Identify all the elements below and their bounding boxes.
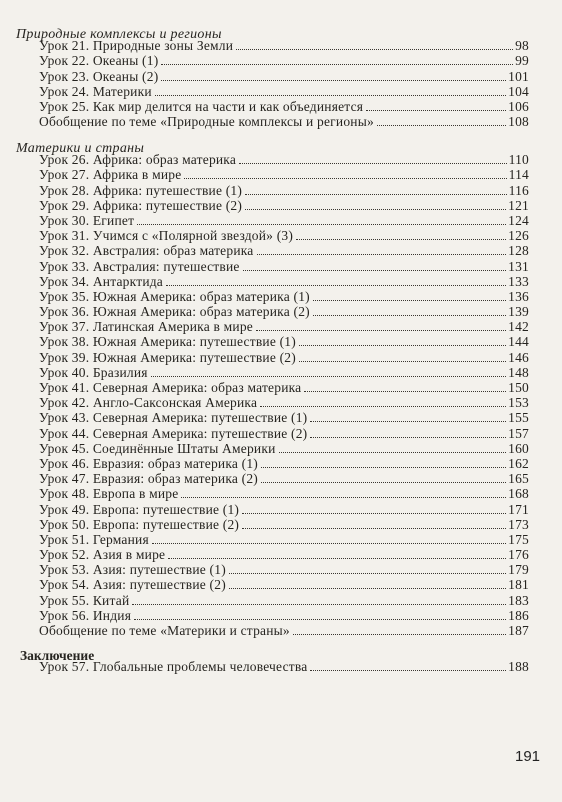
dot-leader [256, 330, 506, 331]
dot-leader [310, 670, 506, 671]
toc-entry [39, 471, 529, 486]
toc-entry-label: Урок 24. Материки [39, 83, 152, 99]
dot-leader [236, 49, 513, 50]
toc-entry [39, 623, 529, 638]
toc-entry-label: Урок 46. Евразия: образ материка (1) [39, 455, 259, 471]
toc-entry [39, 334, 529, 349]
toc-entry [39, 608, 529, 623]
toc-entry [39, 410, 529, 425]
toc-entry-label: Урок 31. Учимся с «Полярной звездой» (3) [39, 228, 294, 244]
dot-leader [366, 110, 506, 111]
toc-entry-label: Урок 37. Латинская Америка в мире [39, 319, 253, 335]
toc-entry-page: 165 [508, 471, 529, 487]
toc-entry-page: 133 [508, 273, 529, 289]
toc-entry-label: Обобщение по теме «Материки и страны» [39, 623, 290, 638]
toc-entry-page: 128 [508, 243, 529, 259]
toc-entry-label: Урок 29. Африка: путешествие (2) [39, 197, 243, 213]
toc-entry [39, 517, 529, 532]
dot-leader [166, 285, 506, 286]
toc-entry-label: Урок 27. Африка в мире [39, 167, 182, 183]
dot-leader [137, 224, 506, 225]
toc-entry-page: 179 [508, 562, 529, 578]
dot-leader [161, 64, 513, 65]
toc-entry [39, 258, 529, 273]
dot-leader [155, 95, 506, 96]
toc-entry [39, 425, 529, 440]
toc-entry-page: 104 [508, 83, 529, 99]
toc-entry-label: Урок 49. Европа: путешествие (1) [39, 501, 240, 517]
toc-entry-page: 110 [508, 152, 529, 168]
dot-leader [229, 573, 506, 574]
toc-entry-label: Урок 55. Китай [39, 592, 130, 608]
toc-entry-label: Урок 54. Азия: путешествие (2) [39, 577, 226, 593]
dot-leader [310, 421, 506, 422]
toc-entry-page: 183 [508, 592, 529, 608]
toc-entry-page: 121 [508, 197, 529, 213]
toc-entry-label: Урок 40. Бразилия [39, 364, 148, 380]
toc-entry-page: 106 [508, 98, 529, 114]
toc-entry-label: Урок 34. Антарктида [39, 273, 164, 289]
toc-entry-label: Урок 42. Англо-Саксонская Америка [39, 395, 258, 411]
toc-entry-label: Урок 25. Как мир делится на части и как объединяется [39, 98, 364, 114]
dot-leader [229, 588, 506, 589]
toc-entry [39, 304, 529, 319]
dot-leader [299, 361, 506, 362]
toc-entry [39, 84, 529, 99]
toc-entry [39, 274, 529, 289]
toc-list [39, 38, 529, 129]
toc-entry-label: Урок 33. Австралия: путешествие [39, 258, 240, 274]
toc-entry-label: Урок 32. Австралия: образ материка [39, 243, 254, 259]
dot-leader [239, 163, 507, 164]
toc-entry-page: 98 [515, 38, 529, 54]
toc-entry-page: 139 [508, 304, 529, 320]
toc-entry [39, 547, 529, 562]
dot-leader [279, 452, 507, 453]
toc-entry-page: 114 [508, 167, 529, 183]
toc-entry-page: 153 [508, 395, 529, 411]
toc-entry [39, 441, 529, 456]
toc-entry-label: Урок 45. Соединённые Штаты Америки [39, 440, 276, 456]
toc-entry-page: 146 [508, 349, 529, 365]
dot-leader [261, 467, 506, 468]
toc-entry-page: 168 [508, 486, 529, 502]
dot-leader [243, 270, 507, 271]
toc-entry-page: 173 [508, 516, 529, 532]
toc-entry [39, 562, 529, 577]
page-number: 191 [515, 748, 541, 765]
toc-entry [39, 456, 529, 471]
toc-entry-label: Урок 43. Северная Америка: путешествие (1) [39, 410, 308, 426]
toc-entry [39, 114, 529, 129]
toc-entry-page: 157 [508, 425, 529, 441]
toc-entry [39, 349, 529, 364]
dot-leader [299, 345, 506, 346]
dot-leader [293, 634, 506, 635]
dot-leader [132, 604, 506, 605]
toc-entry [39, 289, 529, 304]
toc-entry-label: Урок 41. Северная Америка: образ материка [39, 380, 302, 395]
toc-entry [39, 68, 529, 83]
section-title: Материки и страны [16, 141, 145, 156]
dot-leader [296, 239, 506, 240]
toc-entry-page: 160 [508, 440, 529, 456]
toc-entry [39, 53, 529, 68]
toc-entry-page: 136 [508, 288, 529, 304]
toc-entry-label: Урок 51. Германия [39, 531, 149, 547]
toc-entry [39, 365, 529, 380]
toc-entry-label: Урок 38. Южная Америка: путешествие (1) [39, 334, 296, 350]
toc-entry [39, 532, 529, 547]
toc-entry-label: Урок 36. Южная Америка: образ материка (2) [39, 304, 310, 320]
toc-entry-page: 175 [508, 531, 529, 547]
section-title: Заключение [20, 648, 95, 663]
toc-entry-page: 101 [508, 68, 529, 84]
section-title: Природные комплексы и регионы [16, 27, 222, 42]
toc-entry-page: 124 [508, 212, 529, 228]
dot-leader [245, 209, 506, 210]
toc-entry-page: 155 [508, 410, 529, 426]
toc-entry-page: 108 [508, 114, 529, 130]
toc-entry-label: Урок 39. Южная Америка: путешествие (2) [39, 349, 296, 365]
toc-entry-label: Урок 21. Природные зоны Земли [39, 38, 234, 54]
dot-leader [377, 125, 506, 126]
dot-leader [152, 543, 506, 544]
toc-entry-page: 181 [508, 577, 529, 593]
toc-entry [39, 152, 529, 167]
toc-entry [39, 395, 529, 410]
dot-leader [313, 300, 506, 301]
dot-leader [242, 528, 506, 529]
toc-entry [39, 486, 529, 501]
toc-entry-label: Урок 23. Океаны (2) [39, 68, 159, 84]
toc-entry-label: Урок 22. Океаны (1) [39, 53, 159, 69]
toc-list [39, 152, 529, 638]
toc-entry [39, 167, 529, 182]
dot-leader [257, 254, 507, 255]
dot-leader [181, 497, 506, 498]
toc-entry [39, 99, 529, 114]
toc-entry-label: Урок 35. Южная Америка: образ материка (1) [39, 288, 310, 304]
toc-entry [39, 182, 529, 197]
toc-entry-label: Урок 57. Глобальные проблемы человечества [39, 659, 308, 675]
dot-leader [310, 437, 506, 438]
toc-entry-page: 162 [508, 455, 529, 471]
toc-entry [39, 501, 529, 516]
toc-entry [39, 592, 529, 607]
dot-leader [260, 406, 506, 407]
toc-entry-label: Обобщение по теме «Природные комплексы и регионы» [39, 114, 374, 130]
toc-entry-page: 188 [508, 659, 529, 675]
toc-entry [39, 319, 529, 334]
toc-entry [39, 380, 529, 395]
toc-entry-label: Урок 48. Европа в мире [39, 486, 179, 502]
toc-entry-label: Урок 50. Европа: путешествие (2) [39, 516, 240, 532]
toc-entry-page: 148 [508, 364, 529, 380]
dot-leader [304, 391, 506, 392]
toc-entry-page: 126 [508, 228, 529, 244]
toc-entry-label: Урок 44. Северная Америка: путешествие (2) [39, 425, 308, 441]
toc-entry-page: 171 [508, 501, 529, 517]
toc-entry [39, 243, 529, 258]
toc-entry-label: Урок 47. Евразия: образ материка (2) [39, 471, 259, 487]
toc-entry-page: 99 [515, 53, 529, 69]
dot-leader [261, 482, 506, 483]
toc-list [39, 659, 529, 674]
toc-entry [39, 228, 529, 243]
dot-leader [313, 315, 506, 316]
toc-entry-label: Урок 53. Азия: путешествие (1) [39, 562, 226, 578]
toc-entry [39, 577, 529, 592]
toc-entry-page: 116 [508, 182, 529, 198]
dot-leader [245, 194, 507, 195]
toc-entry-page: 150 [508, 380, 529, 395]
toc-entry-page: 186 [508, 607, 529, 623]
dot-leader [168, 558, 506, 559]
dot-leader [161, 80, 506, 81]
toc-entry [39, 198, 529, 213]
dot-leader [134, 619, 506, 620]
dot-leader [242, 513, 506, 514]
toc-entry-page: 131 [508, 258, 529, 274]
toc-entry-label: Урок 26. Африка: образ материка [39, 152, 237, 168]
toc-entry-page: 142 [508, 319, 529, 335]
toc-entry-label: Урок 52. Азия в мире [39, 547, 166, 563]
toc-entry-label: Урок 30. Египет [39, 212, 135, 228]
toc-entry-label: Урок 56. Индия [39, 607, 132, 623]
toc-entry-page: 176 [508, 547, 529, 563]
toc-entry-label: Урок 28. Африка: путешествие (1) [39, 182, 243, 198]
toc-entry [39, 213, 529, 228]
dot-leader [151, 376, 506, 377]
dot-leader [184, 178, 506, 179]
toc-entry-page: 187 [508, 623, 529, 638]
toc-entry [39, 38, 529, 53]
toc-entry-page: 144 [508, 334, 529, 350]
toc-entry [39, 659, 529, 674]
